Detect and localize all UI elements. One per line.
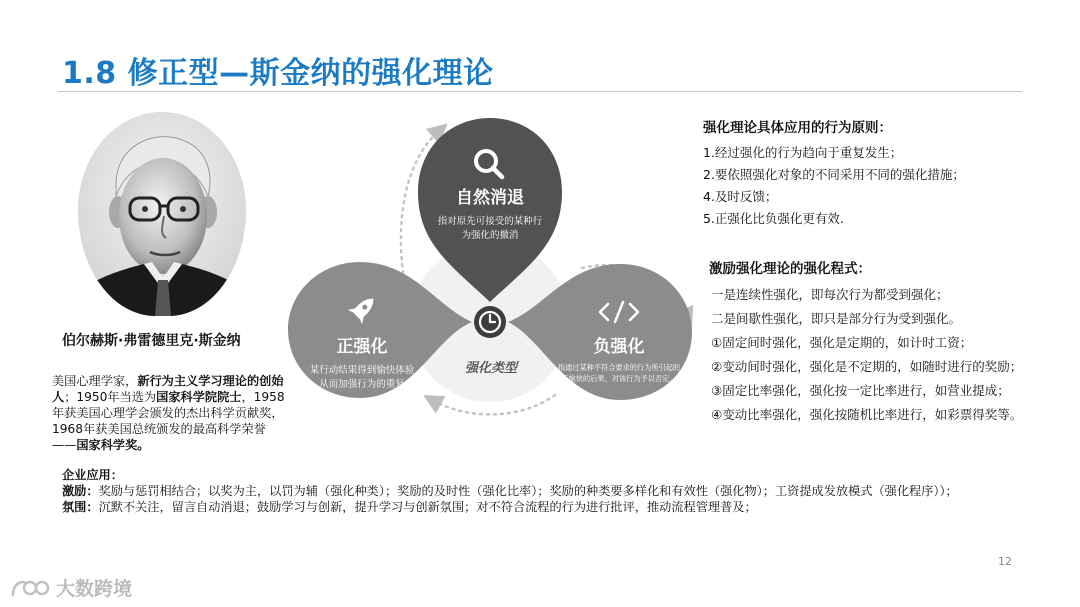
bio-text-1: 美国心理学家， [52, 374, 138, 388]
natural-extinction-title: 自然消退 [456, 188, 524, 208]
schedule-item: ①固定间时强化，强化是定期的，如计时工资； [711, 335, 973, 350]
clock-icon [474, 306, 506, 338]
enterprise-heading: 企业应用： [62, 468, 123, 482]
negative-reinforcement-title: 负强化 [593, 337, 645, 357]
incentive-text: 奖励与惩罚相结合；以奖为主，以罚为辅（强化种类）；奖励的及时性（强化比率）；奖励的种类要多样化和有效性（强化物）；工资提成发放模式（强化程序））； [98, 484, 958, 498]
schedule-item: ④变动比率强化，强化按随机比率进行，如彩票得奖等。 [711, 407, 1023, 422]
schedule-item: 一是连续性强化，即每次行为都受到强化； [711, 287, 949, 302]
positive-reinforcement-desc-1: 某行动结果得到愉快体验 [309, 365, 415, 376]
person-name: 伯尔赫斯·弗雷德里克·斯金纳 [62, 333, 241, 349]
bio-emphasis-award: 国家科学奖。 [76, 438, 150, 452]
watermark-text: 大数跨境 [56, 578, 133, 600]
center-label: 强化类型 [464, 361, 518, 376]
schedule-item: 二是间歇性强化，即只是部分行为受到强化。 [711, 311, 962, 326]
atmosphere-text: 沉默不关注，留言自动消退；鼓励学习与创新，提升学习与创新氛围；对不符合流程的行为进行批评，推动流程管理普及； [98, 500, 757, 514]
bio-text-2: ；1950年当选为 [64, 390, 157, 404]
schedules-title: 激励强化理论的强化程式： [709, 261, 871, 277]
page-number: 12 [998, 555, 1012, 568]
principles-title: 强化理论具体应用的行为原则： [703, 120, 892, 136]
principle-item: 4.及时反馈； [703, 189, 778, 204]
enterprise-application [62, 467, 1022, 515]
enterprise-atmosphere [62, 499, 1022, 515]
enterprise-incentive [62, 483, 1022, 499]
principles-section [703, 116, 965, 230]
principle-item: 1.经过强化的行为趋向于重复发生； [703, 145, 903, 160]
principle-item: 2.要依照强化对象的不同采用不同的强化措施； [703, 167, 965, 182]
bio-emphasis-academy: 国家科学院院士 [156, 390, 242, 404]
watermark [10, 574, 132, 601]
logo-icon [10, 577, 50, 599]
natural-extinction-desc-2: 为强化的撤消 [461, 230, 519, 241]
negative-reinforcement-desc-1: 指通过某种不符合要求的行为所引起的 [557, 363, 681, 372]
page-title: 1.8 修正型—斯金纳的强化理论 [62, 56, 494, 91]
positive-reinforcement-title: 正强化 [336, 337, 388, 357]
schedule-item: ②变动间时强化，强化是不定期的，如随时进行的奖励； [711, 359, 1023, 374]
bio-emphasis-founder: 新行为主义学习理论的创始人 [52, 374, 284, 404]
atmosphere-label: 氛围： [62, 500, 99, 514]
positive-reinforcement-desc-2: 从而加强行为的重复 [319, 379, 405, 390]
negative-reinforcement-desc-2: 不愉快的后果，对该行为予以否定。 [561, 374, 677, 383]
incentive-label: 激励： [62, 484, 99, 498]
natural-extinction-desc-1: 指对原先可接受的某种行 [437, 216, 543, 227]
principle-item: 5.正强化比负强化更有效. [703, 211, 844, 226]
schedules-section [711, 257, 1022, 427]
bio-text-3: ，1958年获美国心理学会颁发的杰出科学贡献奖，1968年获美国总统颁发的最高科学荣誉—— [52, 390, 285, 452]
schedule-item: ③固定比率强化，强化按一定比率进行，如营业提成； [711, 383, 1010, 398]
